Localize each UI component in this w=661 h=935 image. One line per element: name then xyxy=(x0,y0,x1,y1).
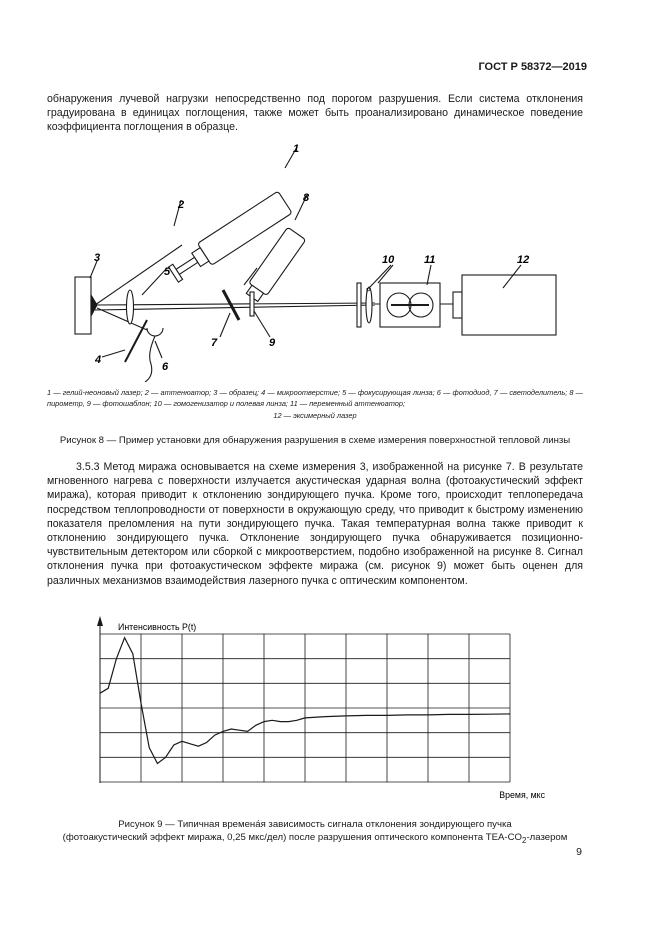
figure-8-legend xyxy=(47,387,583,421)
figure-9-caption-line1: Рисунок 9 — Типичная времена́я зависимость сигнала отклонения зондирующего пучка xyxy=(118,819,512,830)
main-beam-line xyxy=(95,303,375,305)
figure-8-legend-main: 1 — гелий-неоновый лазер; 2 — аттенюатор; 3 — образец; 4 — микроотверстие; 5 — фокусирующая линза; 6 — фотодиод, 7 — светоделитель; 8 — пирометр, 9 — фотошаблон; 10 — гомогенизатор и полевая линза; 11 — переменный аттенюатор; xyxy=(47,388,583,409)
optical-setup-schematic xyxy=(47,140,587,382)
deflection-signal-chart xyxy=(90,610,555,800)
excimer-laser-body xyxy=(462,275,556,335)
figure8-label-7: 7 xyxy=(211,337,218,349)
figure8-label-6: 6 xyxy=(162,361,169,373)
figure8-label-8: 8 xyxy=(303,192,310,204)
photodiode-body xyxy=(147,328,163,336)
figure8-label-3: 3 xyxy=(94,252,101,264)
figure-9-caption-line2: (фотоакустический эффект миража, 0,25 мкс/дел) после разрушения оптического компонента TEA-CO xyxy=(62,832,522,843)
pinhole-plate xyxy=(125,320,147,362)
chart-y-label: Интенсивность P(t) xyxy=(118,622,197,632)
figure8-label-10: 10 xyxy=(382,254,395,266)
photodiode-cable xyxy=(145,336,155,382)
pyrometer-body xyxy=(249,227,306,295)
document-standard-header: ГОСТ Р 58372—2019 xyxy=(478,61,587,73)
main-beam-line-2 xyxy=(95,305,375,310)
figure8-label-4: 4 xyxy=(95,354,102,366)
figure8-label-p: P xyxy=(366,288,371,295)
sample-surface-mark xyxy=(91,295,97,316)
figure8-label-11: 11 xyxy=(424,254,436,266)
homogenizer-plate xyxy=(357,283,361,327)
figure8-label-9: 9 xyxy=(269,337,276,349)
figure8-label-2: 2 xyxy=(178,199,185,211)
figure8-label-5: 5 xyxy=(164,266,171,278)
figure-8-diagram xyxy=(47,140,587,382)
chart-x-label: Время, мкс xyxy=(499,790,545,800)
photomask xyxy=(250,292,254,316)
reflected-beam-line xyxy=(97,308,147,330)
figure-9-caption xyxy=(47,818,583,847)
excimer-nose xyxy=(453,292,462,318)
figure8-label-12: 12 xyxy=(517,254,530,266)
figure-8-caption: Рисунок 8 — Пример установки для обнаружения разрушения в схеме измерения поверхностной тепловой линзы xyxy=(59,435,571,446)
sample-block xyxy=(75,277,91,334)
beam-splitter xyxy=(223,290,239,320)
figure-9-caption-subscript: 2 xyxy=(521,835,527,845)
intro-paragraph: обнаружения лучевой нагрузки непосредственно под порогом разрушения. Если система отклонения градуирована в единицах поглощения, также может быть проанализировано динамическое поведение коэффициента поглощения в образце. xyxy=(47,93,583,134)
figure-9-chart xyxy=(90,610,555,800)
figure-8-legend-last: 12 — эксимерный лазер xyxy=(273,410,357,420)
focusing-lens xyxy=(127,290,134,324)
page-number: 9 xyxy=(576,846,582,858)
section-3-5-3-paragraph: 3.5.3 Метод миража основывается на схеме измерения 3, изображенной на рисунке 7. В результате мгновенного нагрева с поверхности излучается акустическая ударная волна (фотоакустический эффект миража), которая приводит к отклонению зондирующего пучка. Кроме того, происходит теплопередача посредством теплопроводности от поверхности в окружающую среду, что приводит к быстрому изменению показателя преломления на пути зондирующего пучка. Такая температурная волна также приводит к отклонению зондирующего пучка. Отклонение зондирующего пучка обнаруживается позиционно-чувствительным детектором или сборкой с микроотверстием, подобно изображенной на рисунке 8. Сигнал отклонения пучка при фотоакустическом эффекте миража (см. рисунок 9) может быть оценен для различных механизмов взаимодействия лазерного пучка с оптическим компонентом. xyxy=(47,461,583,587)
attenuator-body xyxy=(176,257,198,274)
figure-9-caption-line2-end: -лазером xyxy=(526,832,568,843)
figure8-label-1: 1 xyxy=(293,143,300,155)
